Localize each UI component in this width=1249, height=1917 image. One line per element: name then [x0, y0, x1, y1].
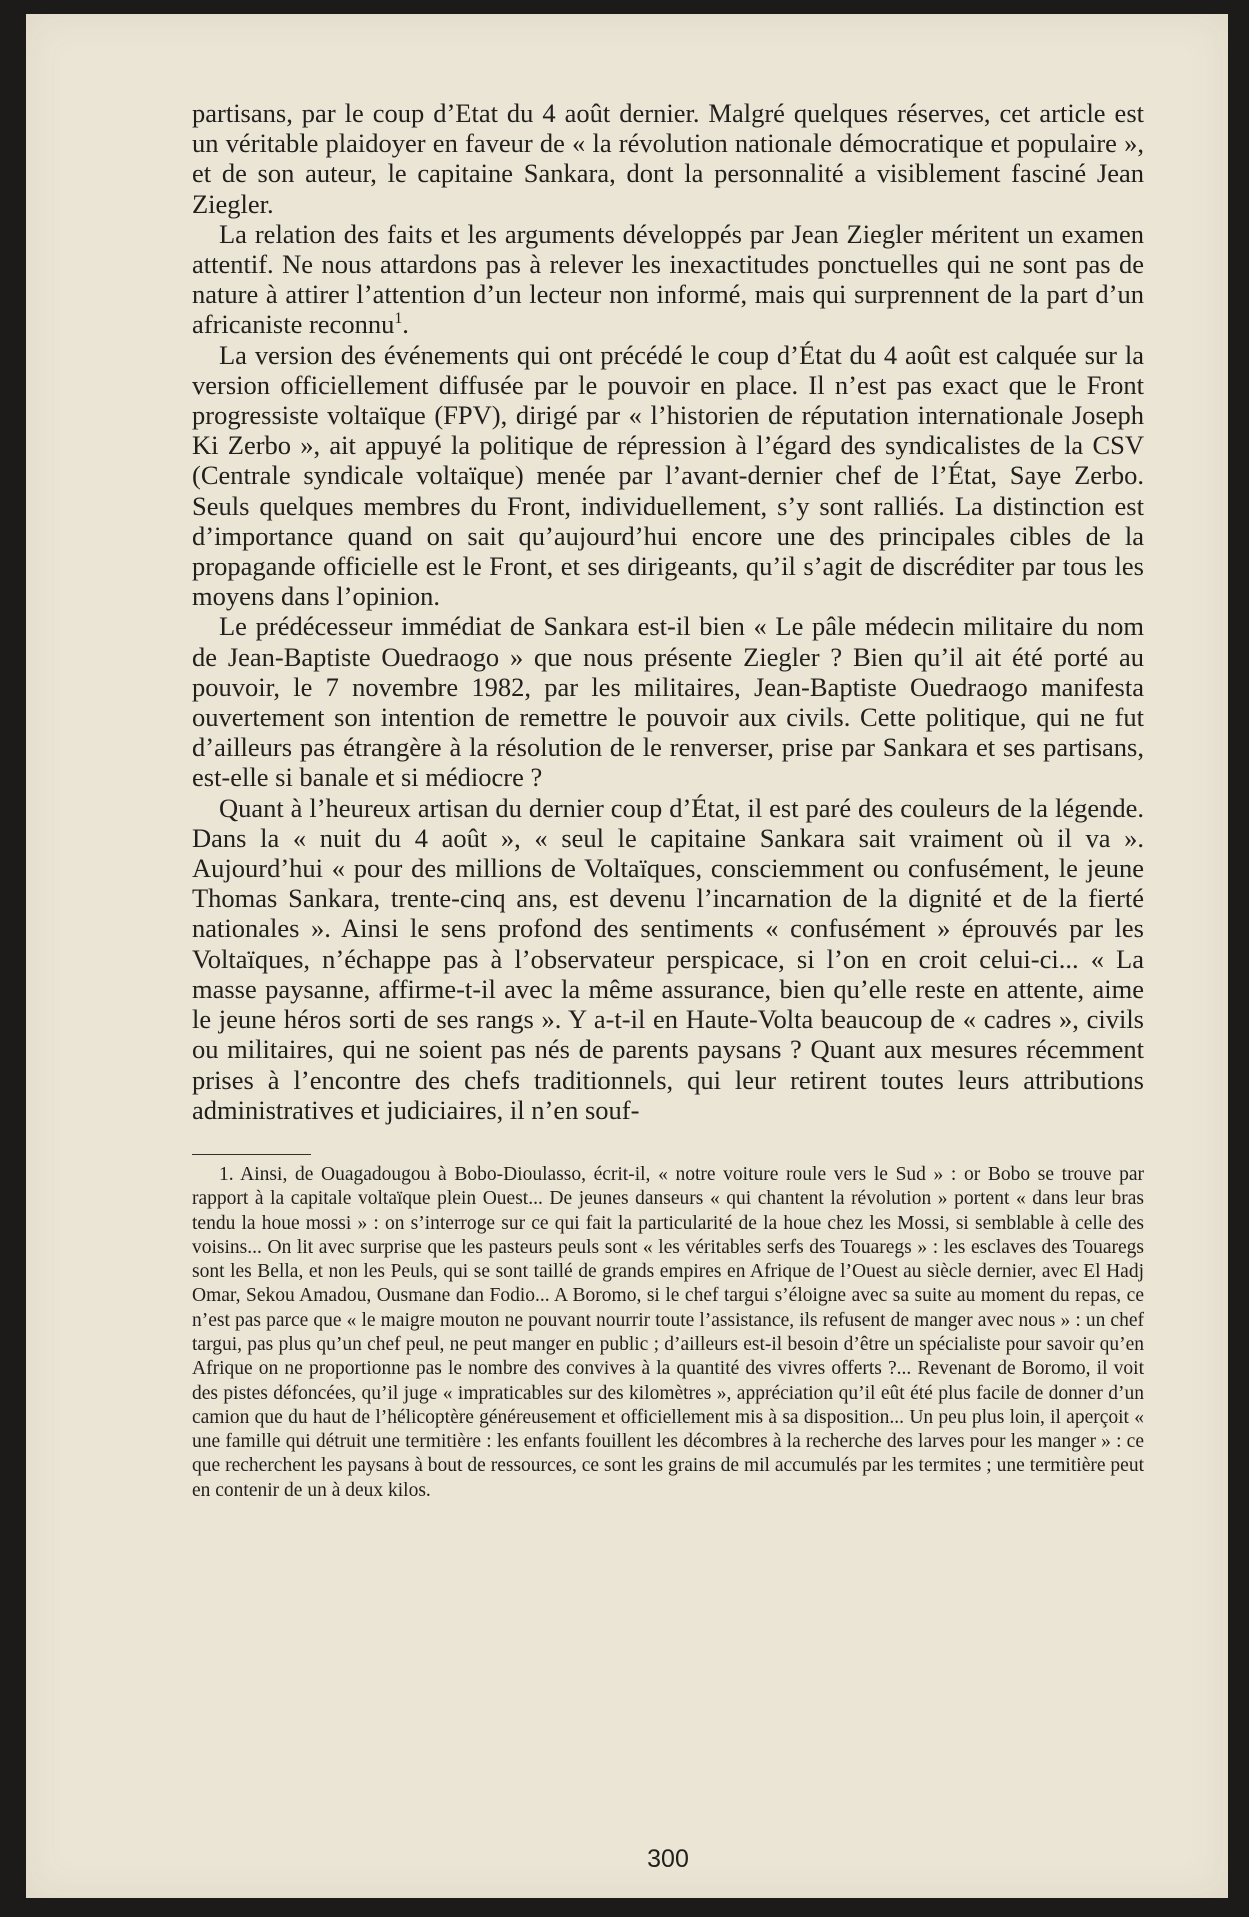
footnote: 1. Ainsi, de Ouagadougou à Bobo-Dioulasso, écrit-il, « notre voiture roule vers le Sud » : or Bobo se trouve par rapport à la capitale voltaïque plein Ouest... De jeunes danseurs « qui chantent la révolution » portent « dans leur bras tendu la houe mossi » : on s’interroge sur ce qui fait la particularité de la houe chez les Mossi, si semblable à celle des voisins... On lit avec surprise que les pasteurs peuls sont « les véritables serfs des Touaregs » : les esclaves des Touaregs sont les Bella, et non les Peuls, qui se sont taillé de grands empires en Afrique de l’Ouest au siècle dernier, avec El Hadj Omar, Sekou Amadou, Ousmane dan Fodio... A Boromo, si le chef targui s’éloigne avec sa suite au moment du repas, ce n’est pas parce que « le maigre mouton ne pouvant nourrir toute l’assistance, ils refusent de manger avec nous » : un chef targui, pas plus qu’un chef peul, ne peut manger en public ; d’ailleurs est-il besoin d’être un spécialiste pour savoir qu’en Afrique on ne proportionne pas le nombre des convives à la quantité des vivres offerts ?... Revenant de Boromo, il voit des pistes défoncées, qu’il juge « impraticables sur des kilomètres », appréciation qu’il eût été plus facile de donner d’un camion que du haut de l’hélicoptère généreusement et officiellement mis à sa disposition... Un peu plus loin, il aperçoit « une famille qui détruit une termitière : les enfants fouillent les décombres à la recherche des larves pour les manger » : ce que recherchent les paysans à bout de ressources, ce sont les grains de mil accumulés par les termites ; une termitière peut en contenir de un à deux kilos.	[192, 1163, 1144, 1501]
footnote-reference-suffix: .	[402, 309, 409, 340]
body-paragraph	[192, 219, 1144, 340]
footnote-reference: 1	[394, 310, 403, 328]
body-paragraph: partisans, par le coup d’Etat du 4 août dernier. Malgré quelques réserves, cet article est un véritable plaidoyer en faveur de « la révolution nationale démocratique et populaire », et de son auteur, le capitaine Sankara, dont la personnalité a visiblement fasciné Jean Ziegler.	[192, 98, 1144, 219]
body-text	[192, 98, 1144, 1125]
page-number: 300	[647, 1845, 689, 1873]
body-paragraph: La version des événements qui ont précédé le coup d’État du 4 août est calquée sur la version officiellement diffusée par le pouvoir en place. Il n’est pas exact que le Front progressiste voltaïque (FPV), dirigé par « l’historien de réputation internationale Joseph Ki Zerbo », ait appuyé la politique de répression à l’égard des syndicalistes de la CSV (Centrale syndicale voltaïque) menée par l’avant-dernier chef de l’État, Saye Zerbo. Seuls quelques membres du Front, individuellement, s’y sont ralliés. La distinction est d’importance quand on sait qu’aujourd’hui encore une des principales cibles de la propagande officielle est le Front, et ses dirigeants, qu’il s’agit de discréditer par tous les moyens dans l’opinion.	[192, 339, 1144, 612]
body-paragraph: Le prédécesseur immédiat de Sankara est-il bien « Le pâle médecin militaire du nom de Jean-Baptiste Ouedraogo » que nous présente Ziegler ? Bien qu’il ait été porté au pouvoir, le 7 novembre 1982, par les militaires, Jean-Baptiste Ouedraogo manifesta ouvertement son intention de remettre le pouvoir aux civils. Cette politique, qui ne fut d’ailleurs pas étrangère à la résolution de le renverser, prise par Sankara et ses partisans, est-elle si banale et si médiocre ?	[192, 611, 1144, 793]
document-page	[26, 14, 1228, 1898]
body-paragraph: Quant à l’heureux artisan du dernier coup d’État, il est paré des couleurs de la légende. Dans la « nuit du 4 août », « seul le capitaine Sankara sait vraiment où il va ». Aujourd’hui « pour des millions de Voltaïques, consciemment ou confusément, le jeune Thomas Sankara, trente-cinq ans, est devenu l’incarnation de la dignité et de la fierté nationales ». Ainsi le sens profond des sentiments « confusément » éprouvés par les Voltaïques, n’échappe pas à l’observateur perspicace, si l’on en croit celui-ci... « La masse paysanne, affirme-t-il avec la même assurance, bien qu’elle reste en attente, aime le jeune héros sorti de ses rangs ». Y a-t-il en Haute-Volta beaucoup de « cadres », civils ou militaires, qui ne soient pas nés de parents paysans ? Quant aux mesures récemment prises à l’encontre des chefs traditionnels, qui leur retirent toutes leurs attributions administratives et judiciaires, il n’en souf-	[192, 792, 1144, 1125]
footnote-separator	[192, 1154, 311, 1155]
body-paragraph-text: La relation des faits et les arguments développés par Jean Ziegler méritent un examen attentif. Ne nous attardons pas à relever les inexactitudes ponctuelles qui ne sont pas de nature à attirer l’attention d’un lecteur non informé, mais qui surprennent de la part d’un africaniste reconnu	[192, 218, 1144, 340]
page-content	[192, 98, 1144, 1873]
